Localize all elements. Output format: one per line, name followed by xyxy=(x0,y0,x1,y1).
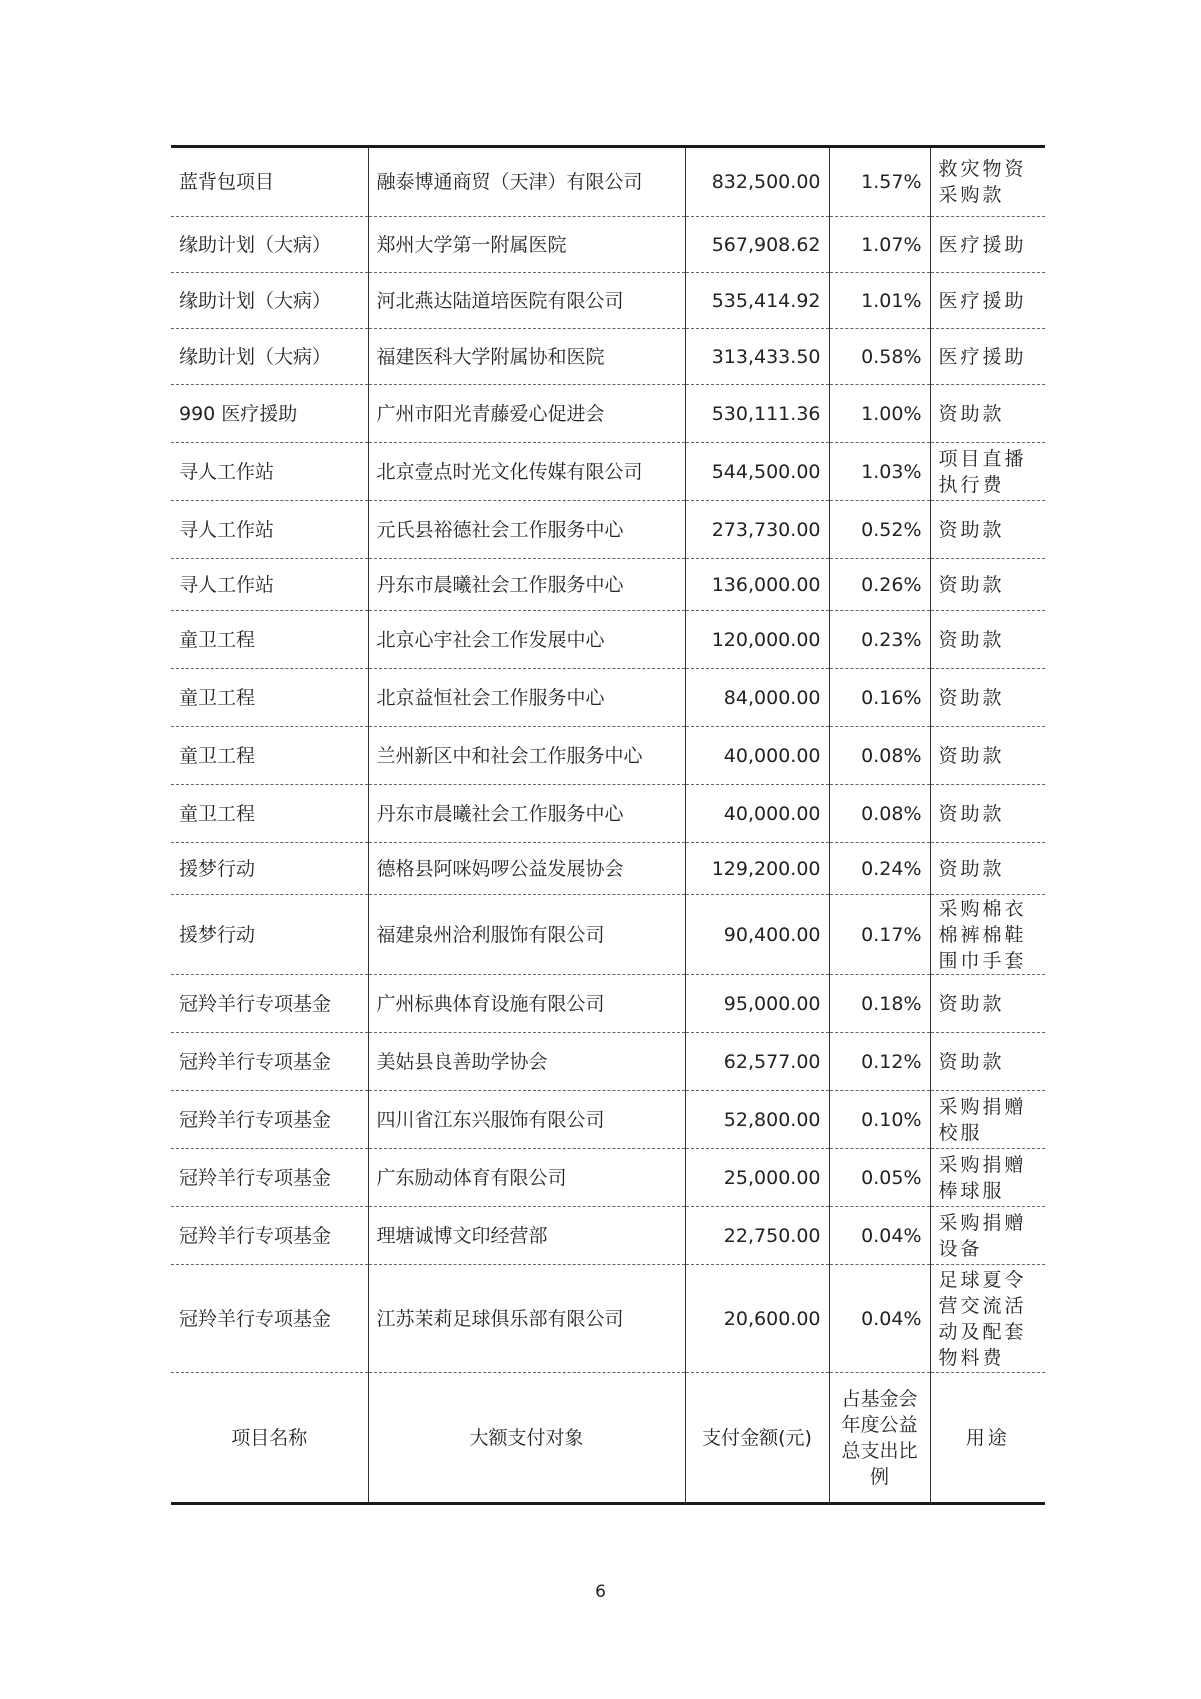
expense-ratio-cell: 0.04% xyxy=(829,1207,930,1265)
expense-ratio-cell: 0.10% xyxy=(829,1091,930,1149)
payment-amount-cell: 535,414.92 xyxy=(685,273,829,329)
expense-ratio-cell: 1.00% xyxy=(829,385,930,443)
recipient-name-cell: 河北燕达陆道培医院有限公司 xyxy=(368,273,685,329)
expense-ratio-cell: 0.24% xyxy=(829,843,930,895)
payment-amount-cell: 52,800.00 xyxy=(685,1091,829,1149)
table-row xyxy=(171,147,1045,217)
recipient-name-cell: 郑州大学第一附属医院 xyxy=(368,217,685,273)
header-ratio: 占基金会年度公益总支出比例 xyxy=(829,1373,930,1504)
recipient-name-cell: 美姑县良善助学协会 xyxy=(368,1033,685,1091)
purpose-cell: 足球夏令营交流活动及配套物料费 xyxy=(930,1265,1045,1373)
recipient-name-cell: 丹东市晨曦社会工作服务中心 xyxy=(368,559,685,611)
project-name-cell: 寻人工作站 xyxy=(171,501,368,559)
project-name-cell: 冠羚羊行专项基金 xyxy=(171,1265,368,1373)
purpose-cell: 采购捐赠设备 xyxy=(930,1207,1045,1265)
payment-amount-cell: 62,577.00 xyxy=(685,1033,829,1091)
expense-ratio-cell: 1.03% xyxy=(829,443,930,501)
recipient-name-cell: 福建泉州洽利服饰有限公司 xyxy=(368,895,685,975)
project-name-cell: 冠羚羊行专项基金 xyxy=(171,1149,368,1207)
payment-amount-cell: 120,000.00 xyxy=(685,611,829,669)
purpose-cell: 资助款 xyxy=(930,385,1045,443)
payment-amount-cell: 567,908.62 xyxy=(685,217,829,273)
recipient-name-cell: 兰州新区中和社会工作服务中心 xyxy=(368,727,685,785)
table-row xyxy=(171,895,1045,975)
project-name-cell: 缘助计划（大病） xyxy=(171,329,368,385)
purpose-cell: 救灾物资采购款 xyxy=(930,147,1045,217)
recipient-name-cell: 广东励动体育有限公司 xyxy=(368,1149,685,1207)
expense-ratio-cell: 0.05% xyxy=(829,1149,930,1207)
project-name-cell: 冠羚羊行专项基金 xyxy=(171,1091,368,1149)
recipient-name-cell: 北京益恒社会工作服务中心 xyxy=(368,669,685,727)
project-name-cell: 冠羚羊行专项基金 xyxy=(171,1207,368,1265)
table-row xyxy=(171,385,1045,443)
expense-ratio-cell: 0.23% xyxy=(829,611,930,669)
purpose-cell: 医疗援助 xyxy=(930,217,1045,273)
purpose-cell: 资助款 xyxy=(930,785,1045,843)
payment-amount-cell: 25,000.00 xyxy=(685,1149,829,1207)
expense-ratio-cell: 0.17% xyxy=(829,895,930,975)
project-name-cell: 缘助计划（大病） xyxy=(171,273,368,329)
payment-amount-cell: 40,000.00 xyxy=(685,727,829,785)
recipient-name-cell: 北京壹点时光文化传媒有限公司 xyxy=(368,443,685,501)
purpose-cell: 资助款 xyxy=(930,611,1045,669)
table-row xyxy=(171,443,1045,501)
expense-ratio-cell: 0.08% xyxy=(829,727,930,785)
expense-ratio-cell: 1.07% xyxy=(829,217,930,273)
payment-amount-cell: 136,000.00 xyxy=(685,559,829,611)
project-name-cell: 冠羚羊行专项基金 xyxy=(171,975,368,1033)
purpose-cell: 资助款 xyxy=(930,559,1045,611)
purpose-cell: 项目直播执行费 xyxy=(930,443,1045,501)
purpose-cell: 资助款 xyxy=(930,843,1045,895)
table-row xyxy=(171,501,1045,559)
recipient-name-cell: 融泰博通商贸（天津）有限公司 xyxy=(368,147,685,217)
expense-ratio-cell: 0.26% xyxy=(829,559,930,611)
recipient-name-cell: 丹东市晨曦社会工作服务中心 xyxy=(368,785,685,843)
payment-amount-cell: 313,433.50 xyxy=(685,329,829,385)
recipient-name-cell: 理塘诚博文印经营部 xyxy=(368,1207,685,1265)
payment-amount-cell: 20,600.00 xyxy=(685,1265,829,1373)
expense-ratio-cell: 0.58% xyxy=(829,329,930,385)
table-row xyxy=(171,1149,1045,1207)
project-name-cell: 冠羚羊行专项基金 xyxy=(171,1033,368,1091)
purpose-cell: 采购棉衣棉裤棉鞋围巾手套 xyxy=(930,895,1045,975)
recipient-name-cell: 广州市阳光青藤爱心促进会 xyxy=(368,385,685,443)
table-row xyxy=(171,727,1045,785)
payment-amount-cell: 22,750.00 xyxy=(685,1207,829,1265)
payment-amount-cell: 129,200.00 xyxy=(685,843,829,895)
table-row xyxy=(171,273,1045,329)
payment-amount-cell: 273,730.00 xyxy=(685,501,829,559)
project-name-cell: 援梦行动 xyxy=(171,843,368,895)
payment-amount-cell: 832,500.00 xyxy=(685,147,829,217)
purpose-cell: 资助款 xyxy=(930,669,1045,727)
table-row xyxy=(171,1091,1045,1149)
payment-amount-cell: 40,000.00 xyxy=(685,785,829,843)
purpose-cell: 医疗援助 xyxy=(930,273,1045,329)
payment-amount-cell: 544,500.00 xyxy=(685,443,829,501)
table-row xyxy=(171,785,1045,843)
table-row xyxy=(171,1265,1045,1373)
header-amount: 支付金额(元) xyxy=(685,1373,829,1504)
table-row xyxy=(171,329,1045,385)
recipient-name-cell: 福建医科大学附属协和医院 xyxy=(368,329,685,385)
project-name-cell: 援梦行动 xyxy=(171,895,368,975)
purpose-cell: 资助款 xyxy=(930,975,1045,1033)
recipient-name-cell: 四川省江东兴服饰有限公司 xyxy=(368,1091,685,1149)
project-name-cell: 童卫工程 xyxy=(171,669,368,727)
purpose-cell: 采购捐赠校服 xyxy=(930,1091,1045,1149)
payment-amount-cell: 84,000.00 xyxy=(685,669,829,727)
expense-ratio-cell: 0.12% xyxy=(829,1033,930,1091)
project-name-cell: 990 医疗援助 xyxy=(171,385,368,443)
table-body xyxy=(171,147,1045,1504)
purpose-cell: 资助款 xyxy=(930,727,1045,785)
purpose-cell: 采购捐赠棒球服 xyxy=(930,1149,1045,1207)
expense-ratio-cell: 1.01% xyxy=(829,273,930,329)
table-row xyxy=(171,843,1045,895)
table-header-row xyxy=(171,1373,1045,1504)
payment-amount-cell: 530,111.36 xyxy=(685,385,829,443)
project-name-cell: 寻人工作站 xyxy=(171,559,368,611)
project-name-cell: 蓝背包项目 xyxy=(171,147,368,217)
recipient-name-cell: 德格县阿咪妈啰公益发展协会 xyxy=(368,843,685,895)
table-row xyxy=(171,975,1045,1033)
expense-ratio-cell: 0.08% xyxy=(829,785,930,843)
project-name-cell: 寻人工作站 xyxy=(171,443,368,501)
recipient-name-cell: 广州标典体育设施有限公司 xyxy=(368,975,685,1033)
purpose-cell: 资助款 xyxy=(930,1033,1045,1091)
project-name-cell: 童卫工程 xyxy=(171,611,368,669)
header-recipient: 大额支付对象 xyxy=(368,1373,685,1504)
expense-ratio-cell: 1.57% xyxy=(829,147,930,217)
project-name-cell: 童卫工程 xyxy=(171,727,368,785)
expense-ratio-cell: 0.52% xyxy=(829,501,930,559)
purpose-cell: 资助款 xyxy=(930,501,1045,559)
purpose-cell: 医疗援助 xyxy=(930,329,1045,385)
table-row xyxy=(171,559,1045,611)
recipient-name-cell: 江苏茉莉足球俱乐部有限公司 xyxy=(368,1265,685,1373)
expense-ratio-cell: 0.16% xyxy=(829,669,930,727)
page-number: 6 xyxy=(595,1582,606,1602)
project-name-cell: 缘助计划（大病） xyxy=(171,217,368,273)
header-purpose: 用途 xyxy=(930,1373,1045,1504)
table-row xyxy=(171,1207,1045,1265)
recipient-name-cell: 北京心宇社会工作发展中心 xyxy=(368,611,685,669)
payment-table xyxy=(171,145,1045,1505)
table-row xyxy=(171,611,1045,669)
expense-ratio-cell: 0.18% xyxy=(829,975,930,1033)
payment-amount-cell: 95,000.00 xyxy=(685,975,829,1033)
table-row xyxy=(171,1033,1045,1091)
table-row xyxy=(171,669,1045,727)
recipient-name-cell: 元氏县裕德社会工作服务中心 xyxy=(368,501,685,559)
table-row xyxy=(171,217,1045,273)
expense-ratio-cell: 0.04% xyxy=(829,1265,930,1373)
project-name-cell: 童卫工程 xyxy=(171,785,368,843)
header-project: 项目名称 xyxy=(171,1373,368,1504)
payment-amount-cell: 90,400.00 xyxy=(685,895,829,975)
